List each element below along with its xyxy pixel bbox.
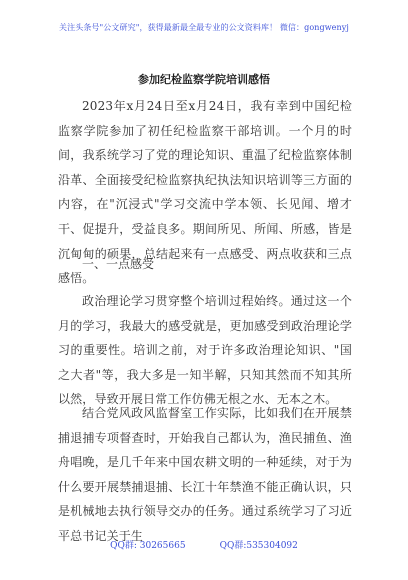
promo-banner: 关注头条号"公文研究"，获得最新最全最专业的公文资料库！ 微信：gongwenyj — [59, 23, 349, 32]
footer-qq-group-1: QQ群: 30265665 — [110, 541, 186, 551]
paragraph-intro: 2023年x月24日至x月24日，我有幸到中国纪检监察学院参加了初任纪检监察干部培训。一个月的时间，我系统学习了党的理论知识、重温了纪检监察体制沿革、全面接受纪检监察执纪执法知识培训等三方面的内容，在"沉浸式"学习交流中学本领、长见闻、增才干、促提升，受益良多。期间所见、所闻、所感，皆是沉甸甸的硕果，总结起来有一点感受、两点收获和三点感悟。 — [58, 99, 352, 286]
paragraph-3: 结合党风政风监督室工作实际，比如我们在开展禁捕退捕专项督查时，开始我自己都认为，渔民捕鱼、渔舟唱晚，是几千年来中国农耕文明的一种延续，对于为什么要开展禁捕退捕、长江十年禁渔不能正确认识，只是机械地去执行领导交办的任务。通过系统学习了习近平总书记关于生 — [58, 406, 352, 543]
footer-qq-groups — [0, 538, 408, 551]
section-heading-1: 一、一点感受 — [82, 257, 155, 271]
footer-qq-group-2: QQ群:535304092 — [219, 541, 298, 551]
document-title: 参加纪检监察学院培训感悟 — [138, 73, 270, 86]
paragraph-2: 政治理论学习贯穿整个培训过程始终。通过这一个月的学习，我最大的感受就是，更加感受到政治理论学习的重要性。培训之前，对于许多政治理论知识、"国之大者"等，我大多是一知半解，只知其然而不知其所以然，导致开展日常工作仿佛无根之水、无本之木。 — [58, 294, 352, 407]
